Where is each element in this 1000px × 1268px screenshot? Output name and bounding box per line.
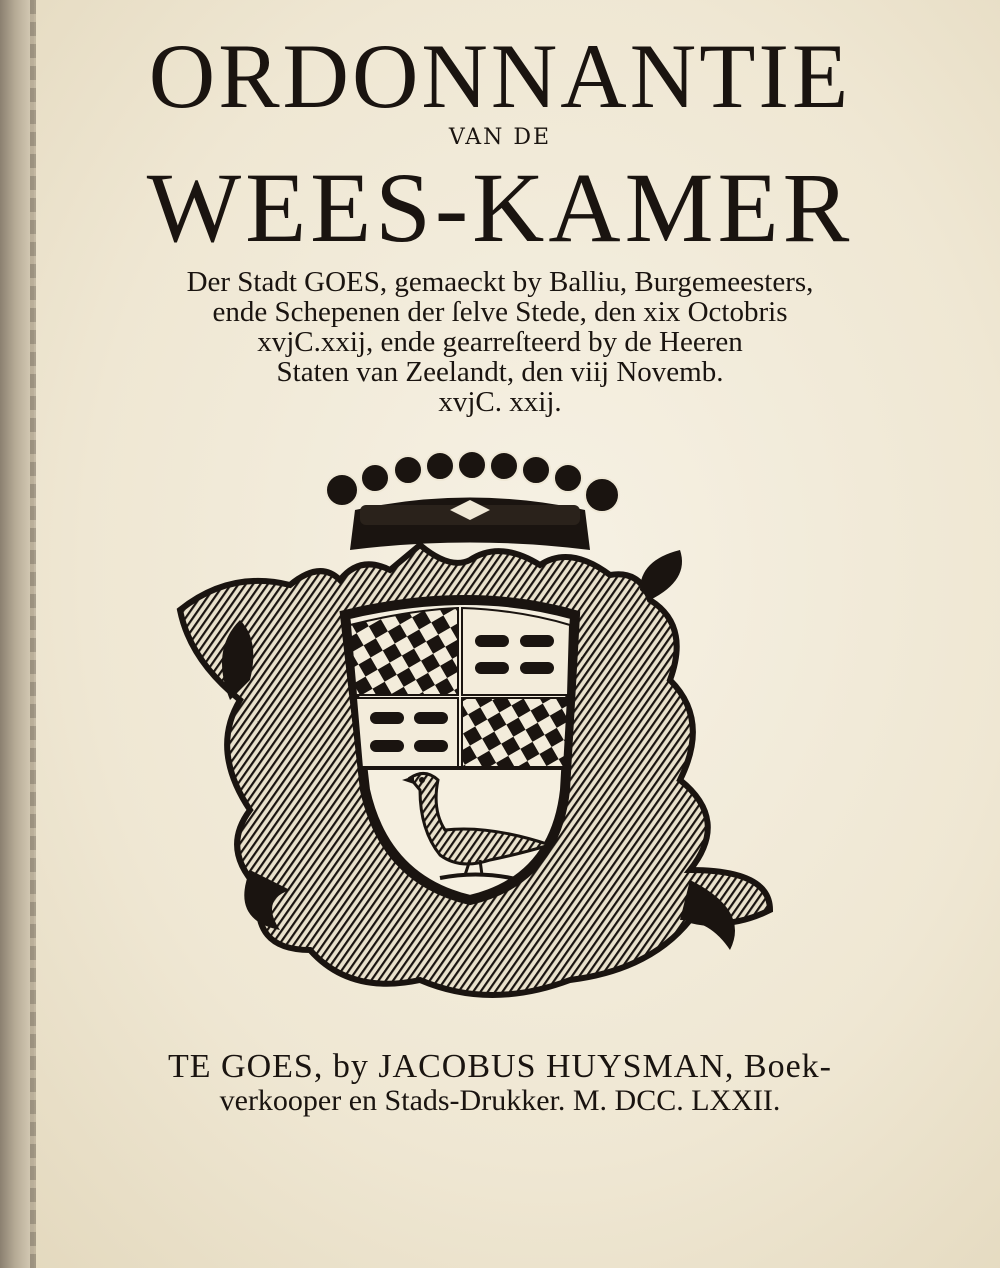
imprint-line-2: verkooper en Stads-Drukker. M. DCC. LXXII. xyxy=(219,1084,781,1117)
crown-icon xyxy=(326,451,619,550)
binding-stitches xyxy=(30,0,36,1268)
title-wees-kamer: WEES-KAMER xyxy=(146,152,854,263)
title-van-de: VAN DE xyxy=(448,125,552,150)
subtitle-line-3: xvjC.xxij, ende gearreſteerd by de Heeren xyxy=(257,326,743,358)
title-ordonnantie: ORDONNANTIE xyxy=(148,25,852,127)
imprint-line-1: TE GOES, by JACOBUS HUYSMAN, Boek- xyxy=(168,1048,832,1085)
subtitle-line-5: xvjC. xxij. xyxy=(438,386,562,418)
coat-of-arms-woodcut xyxy=(170,450,790,1010)
book-spine xyxy=(0,0,34,1268)
subtitle-line-4: Staten van Zeelandt, den viij Novemb. xyxy=(276,356,724,388)
subtitle-line-1: Der Stadt GOES, gemaeckt by Balliu, Burgemeesters, xyxy=(186,266,814,298)
subtitle-line-2: ende Schepenen der ſelve Stede, den xix Octobris xyxy=(212,296,788,328)
